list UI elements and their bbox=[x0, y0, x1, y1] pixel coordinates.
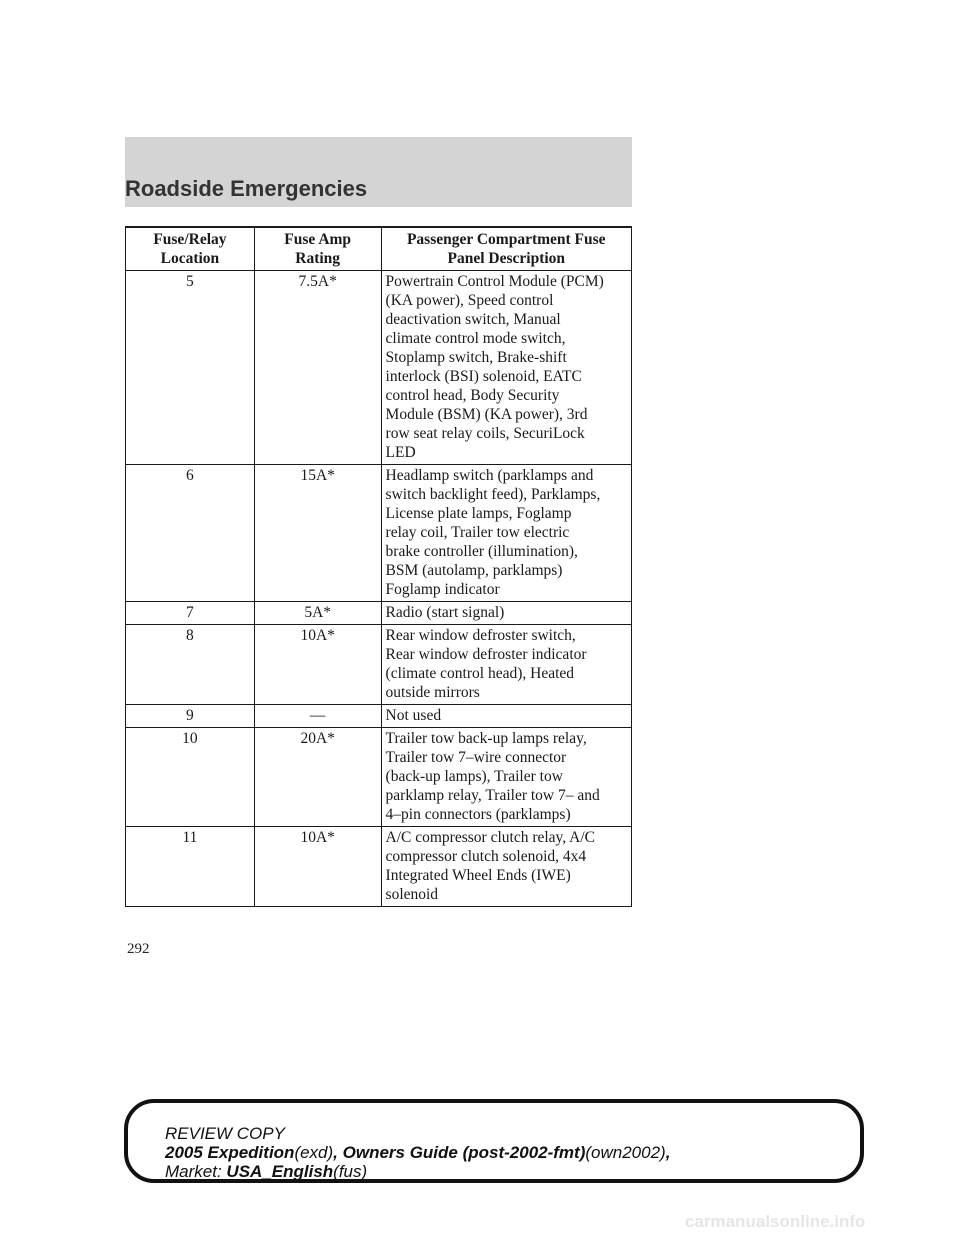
footer-model-code: (exd) bbox=[294, 1143, 334, 1162]
description-line: outside mirrors bbox=[385, 684, 480, 701]
fuse-amp-rating: 7.5A* bbox=[254, 271, 381, 465]
description-line: Rear window defroster indicator bbox=[385, 646, 587, 663]
footer-text bbox=[165, 1124, 670, 1181]
fuse-description bbox=[381, 625, 631, 705]
description-line: Powertrain Control Module (PCM) bbox=[385, 273, 604, 290]
description-line: compressor clutch solenoid, 4x4 bbox=[385, 848, 587, 865]
fuse-location: 5 bbox=[126, 271, 255, 465]
fuse-location: 10 bbox=[126, 728, 255, 827]
watermark: carmanualsonline.info bbox=[685, 1212, 866, 1231]
header-description: Passenger Compartment Fuse Panel Description bbox=[381, 227, 631, 271]
description-line: climate control mode switch, bbox=[385, 330, 566, 347]
fuse-description bbox=[381, 271, 631, 465]
header-amp-rating: Fuse Amp Rating bbox=[254, 227, 381, 271]
table-row bbox=[126, 271, 632, 465]
fuse-table bbox=[125, 226, 632, 907]
description-line: (KA power), Speed control bbox=[385, 292, 554, 309]
description-line: LED bbox=[385, 444, 416, 461]
fuse-amp-rating: 15A* bbox=[254, 465, 381, 602]
footer-market-label: Market: bbox=[165, 1162, 222, 1181]
fuse-amp-rating: 10A* bbox=[254, 827, 381, 907]
fuse-description bbox=[381, 602, 631, 625]
description-line: relay coil, Trailer tow electric bbox=[385, 524, 570, 541]
header-location: Fuse/Relay Location bbox=[126, 227, 255, 271]
description-line: (back-up lamps), Trailer tow bbox=[385, 768, 563, 785]
fuse-amp-rating: 10A* bbox=[254, 625, 381, 705]
fuse-location: 8 bbox=[126, 625, 255, 705]
fuse-description bbox=[381, 465, 631, 602]
description-line: control head, Body Security bbox=[385, 387, 560, 404]
section-title: Roadside Emergencies bbox=[125, 176, 368, 201]
fuse-description bbox=[381, 728, 631, 827]
table-row bbox=[126, 728, 632, 827]
description-line: Trailer tow 7–wire connector bbox=[385, 749, 567, 766]
fuse-description bbox=[381, 827, 631, 907]
footer-guide-code: (own2002) bbox=[585, 1143, 666, 1162]
footer-market: USA_English bbox=[226, 1162, 334, 1181]
description-line: Headlamp switch (parklamps and bbox=[385, 467, 594, 484]
footer-review: REVIEW COPY bbox=[165, 1124, 285, 1143]
description-line: deactivation switch, Manual bbox=[385, 311, 561, 328]
fuse-amp-rating: 20A* bbox=[254, 728, 381, 827]
description-line: Trailer tow back-up lamps relay, bbox=[385, 730, 587, 747]
description-line: Stoplamp switch, Brake-shift bbox=[385, 349, 567, 366]
description-line: parklamp relay, Trailer tow 7– and bbox=[385, 787, 600, 804]
description-line: BSM (autolamp, parklamps) bbox=[385, 562, 563, 579]
table-row bbox=[126, 465, 632, 602]
table-header-row bbox=[126, 227, 632, 271]
table-row bbox=[126, 827, 632, 907]
footer-guide: , Owners Guide (post-2002-fmt) bbox=[333, 1143, 586, 1162]
description-line: row seat relay coils, SecuriLock bbox=[385, 425, 585, 442]
description-line: Foglamp indicator bbox=[385, 581, 500, 598]
description-line: Not used bbox=[385, 707, 442, 724]
description-line: 4–pin connectors (parklamps) bbox=[385, 806, 571, 823]
fuse-description bbox=[381, 705, 631, 728]
fuse-location: 9 bbox=[126, 705, 255, 728]
description-line: A/C compressor clutch relay, A/C bbox=[385, 829, 596, 846]
page-number: 292 bbox=[127, 941, 150, 957]
description-line: Radio (start signal) bbox=[385, 604, 505, 621]
description-line: Rear window defroster switch, bbox=[385, 627, 576, 644]
description-line: License plate lamps, Foglamp bbox=[385, 505, 572, 522]
table-row bbox=[126, 602, 632, 625]
description-line: brake controller (illumination), bbox=[385, 543, 578, 560]
fuse-amp-rating: — bbox=[254, 705, 381, 728]
footer-comma: , bbox=[665, 1143, 671, 1162]
fuse-location: 11 bbox=[126, 827, 255, 907]
table-row bbox=[126, 625, 632, 705]
fuse-location: 6 bbox=[126, 465, 255, 602]
footer-model: 2005 Expedition bbox=[165, 1143, 295, 1162]
description-line: Module (BSM) (KA power), 3rd bbox=[385, 406, 588, 423]
table-row bbox=[126, 705, 632, 728]
fuse-location: 7 bbox=[126, 602, 255, 625]
description-line: interlock (BSI) solenoid, EATC bbox=[385, 368, 582, 385]
description-line: (climate control head), Heated bbox=[385, 665, 575, 682]
footer-market-code: (fus) bbox=[333, 1162, 368, 1181]
description-line: switch backlight feed), Parklamps, bbox=[385, 486, 601, 503]
description-line: solenoid bbox=[385, 886, 439, 903]
fuse-table-body bbox=[126, 271, 632, 907]
fuse-amp-rating: 5A* bbox=[254, 602, 381, 625]
description-line: Integrated Wheel Ends (IWE) bbox=[385, 867, 571, 884]
